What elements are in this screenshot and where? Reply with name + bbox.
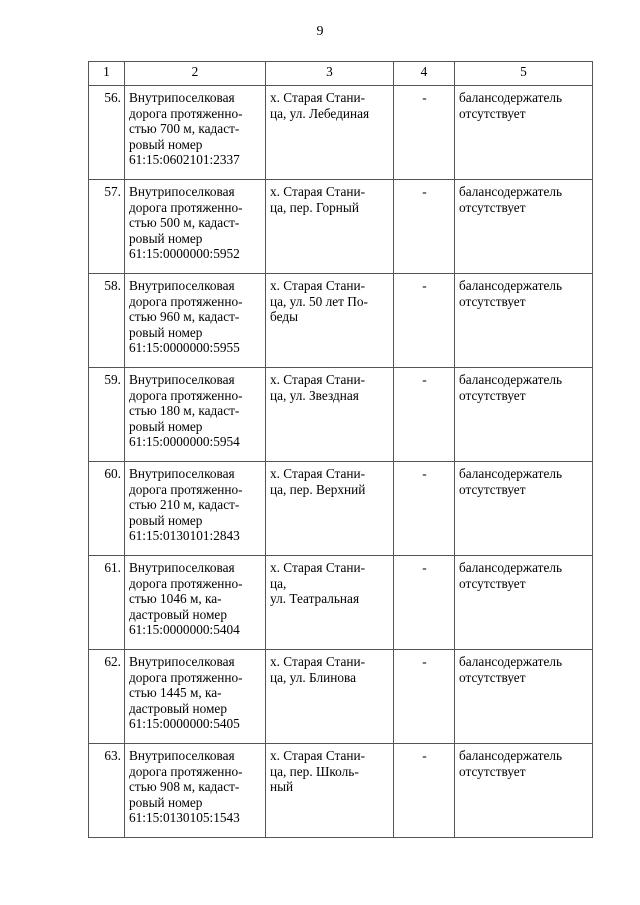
column-4-value: - [394, 86, 455, 180]
road-description-line: стью 908 м, кадаст- [129, 779, 240, 795]
road-description-line: дорога протяженно- [129, 669, 243, 685]
balance-holder [455, 462, 593, 556]
road-address-line: х. Старая Стани- [270, 278, 366, 293]
column-header-1: 1 [89, 62, 125, 86]
column-4-value: - [394, 368, 455, 462]
road-description-line: дорога протяженно- [129, 763, 243, 779]
road-description [125, 556, 266, 650]
page-number: 9 [316, 24, 324, 39]
road-description [125, 744, 266, 838]
table-row [89, 744, 593, 838]
road-address-line: ул. Театральная [270, 591, 360, 607]
road-address [266, 368, 394, 462]
table-row [89, 556, 593, 650]
balance-holder [455, 368, 593, 462]
balance-holder [455, 86, 593, 180]
road-description-line: ровый номер [129, 230, 203, 246]
road-address-line: х. Старая Стани- [270, 560, 366, 575]
table-body [89, 62, 593, 838]
row-number: 62. [89, 650, 125, 744]
balance-holder-line: отсутствует [459, 575, 526, 591]
row-number: 60. [89, 462, 125, 556]
header-row [89, 62, 593, 86]
table-row [89, 86, 593, 180]
balance-holder-line: отсутствует [459, 105, 526, 121]
row-number: 61. [89, 556, 125, 650]
road-description-line: стью 210 м, кадаст- [129, 497, 240, 513]
road-description-line: дастровый номер [129, 606, 227, 622]
road-address-line: ца, пер. Школь- [270, 763, 359, 779]
road-address-line: ца, ул. 50 лет По- [270, 293, 368, 309]
balance-holder-line: балансодержатель [459, 278, 563, 293]
road-description [125, 462, 266, 556]
road-address [266, 650, 394, 744]
road-description-line: дорога протяженно- [129, 575, 243, 591]
road-description-line: стью 500 м, кадаст- [129, 215, 240, 231]
row-number: 63. [89, 744, 125, 838]
road-description [125, 86, 266, 180]
road-address [266, 744, 394, 838]
balance-holder-line: балансодержатель [459, 466, 563, 481]
road-description-line: дорога протяженно- [129, 199, 243, 215]
road-description-line: ровый номер [129, 324, 203, 340]
road-description-line: стью 700 м, кадаст- [129, 121, 240, 137]
column-header-4: 4 [394, 62, 455, 86]
road-description-line: стью 1046 м, ка- [129, 591, 222, 607]
road-description-line: стью 1445 м, ка- [129, 685, 222, 701]
column-4-value: - [394, 556, 455, 650]
row-number: 56. [89, 86, 125, 180]
road-address-line: ца, ул. Блинова [270, 669, 356, 685]
balance-holder-line: балансодержатель [459, 372, 563, 387]
road-description-line: 61:15:0000000:5955 [129, 340, 240, 356]
road-description-line: Внутрипоселковая [129, 90, 235, 105]
road-description-line: дорога протяженно- [129, 481, 243, 497]
balance-holder [455, 650, 593, 744]
road-description [125, 650, 266, 744]
road-description-line: Внутрипоселковая [129, 372, 235, 387]
column-4-value: - [394, 462, 455, 556]
table-row [89, 368, 593, 462]
road-address-line: ный [270, 779, 294, 795]
balance-holder-line: отсутствует [459, 763, 526, 779]
balance-holder-line: балансодержатель [459, 748, 563, 763]
column-header-5: 5 [455, 62, 593, 86]
table-row [89, 180, 593, 274]
balance-holder-line: балансодержатель [459, 654, 563, 669]
road-address-line: х. Старая Стани- [270, 748, 366, 763]
road-description-line: Внутрипоселковая [129, 184, 235, 199]
road-description-line: Внутрипоселковая [129, 466, 235, 481]
road-description [125, 274, 266, 368]
balance-holder-line: балансодержатель [459, 184, 563, 199]
road-address-line: беды [270, 309, 299, 325]
balance-holder-line: отсутствует [459, 669, 526, 685]
road-description-line: Внутрипоселковая [129, 278, 235, 293]
road-description-line: стью 180 м, кадаст- [129, 403, 240, 419]
column-4-value: - [394, 650, 455, 744]
road-description-line: 61:15:0000000:5952 [129, 246, 240, 262]
road-description-line: дорога протяженно- [129, 387, 243, 403]
column-header-3: 3 [266, 62, 394, 86]
road-address [266, 180, 394, 274]
road-description-line: Внутрипоселковая [129, 654, 235, 669]
road-address-line: ца, пер. Горный [270, 199, 359, 215]
road-address-line: ца, [270, 575, 287, 591]
balance-holder-line: отсутствует [459, 481, 526, 497]
balance-holder [455, 744, 593, 838]
balance-holder-line: балансодержатель [459, 90, 563, 105]
road-address [266, 462, 394, 556]
balance-holder [455, 180, 593, 274]
road-address-line: ца, пер. Верхний [270, 481, 366, 497]
table-row [89, 650, 593, 744]
column-4-value: - [394, 180, 455, 274]
column-4-value: - [394, 274, 455, 368]
road-description-line: Внутрипоселковая [129, 748, 235, 763]
balance-holder-line: отсутствует [459, 293, 526, 309]
road-description-line: 61:15:0000000:5954 [129, 434, 240, 450]
road-address [266, 274, 394, 368]
road-address-line: ца, ул. Звездная [270, 387, 359, 403]
road-description-line: дорога протяженно- [129, 105, 243, 121]
road-description-line: стью 960 м, кадаст- [129, 309, 240, 325]
row-number: 59. [89, 368, 125, 462]
road-description-line: дорога протяженно- [129, 293, 243, 309]
road-description-line: ровый номер [129, 136, 203, 152]
balance-holder [455, 274, 593, 368]
row-number: 57. [89, 180, 125, 274]
road-description-line: 61:15:0000000:5404 [129, 622, 240, 638]
road-description-line: ровый номер [129, 512, 203, 528]
road-description-line: ровый номер [129, 794, 203, 810]
road-description [125, 180, 266, 274]
road-address-line: х. Старая Стани- [270, 654, 366, 669]
road-description-line: Внутрипоселковая [129, 560, 235, 575]
column-4-value: - [394, 744, 455, 838]
road-address [266, 556, 394, 650]
road-address-line: х. Старая Стани- [270, 90, 366, 105]
road-address-line: ца, ул. Лебединая [270, 105, 370, 121]
road-description-line: 61:15:0602101:2337 [129, 152, 240, 168]
road-address-line: х. Старая Стани- [270, 466, 366, 481]
road-description-line: дастровый номер [129, 700, 227, 716]
road-address-line: х. Старая Стани- [270, 184, 366, 199]
balance-holder [455, 556, 593, 650]
road-description-line: 61:15:0130101:2843 [129, 528, 240, 544]
road-description [125, 368, 266, 462]
road-registry-table [88, 61, 593, 838]
road-description-line: 61:15:0130105:1543 [129, 810, 240, 826]
balance-holder-line: балансодержатель [459, 560, 563, 575]
road-description-line: 61:15:0000000:5405 [129, 716, 240, 732]
table-row [89, 462, 593, 556]
row-number: 58. [89, 274, 125, 368]
table-row [89, 274, 593, 368]
road-description-line: ровый номер [129, 418, 203, 434]
road-address [266, 86, 394, 180]
road-address-line: х. Старая Стани- [270, 372, 366, 387]
column-header-2: 2 [125, 62, 266, 86]
balance-holder-line: отсутствует [459, 199, 526, 215]
balance-holder-line: отсутствует [459, 387, 526, 403]
